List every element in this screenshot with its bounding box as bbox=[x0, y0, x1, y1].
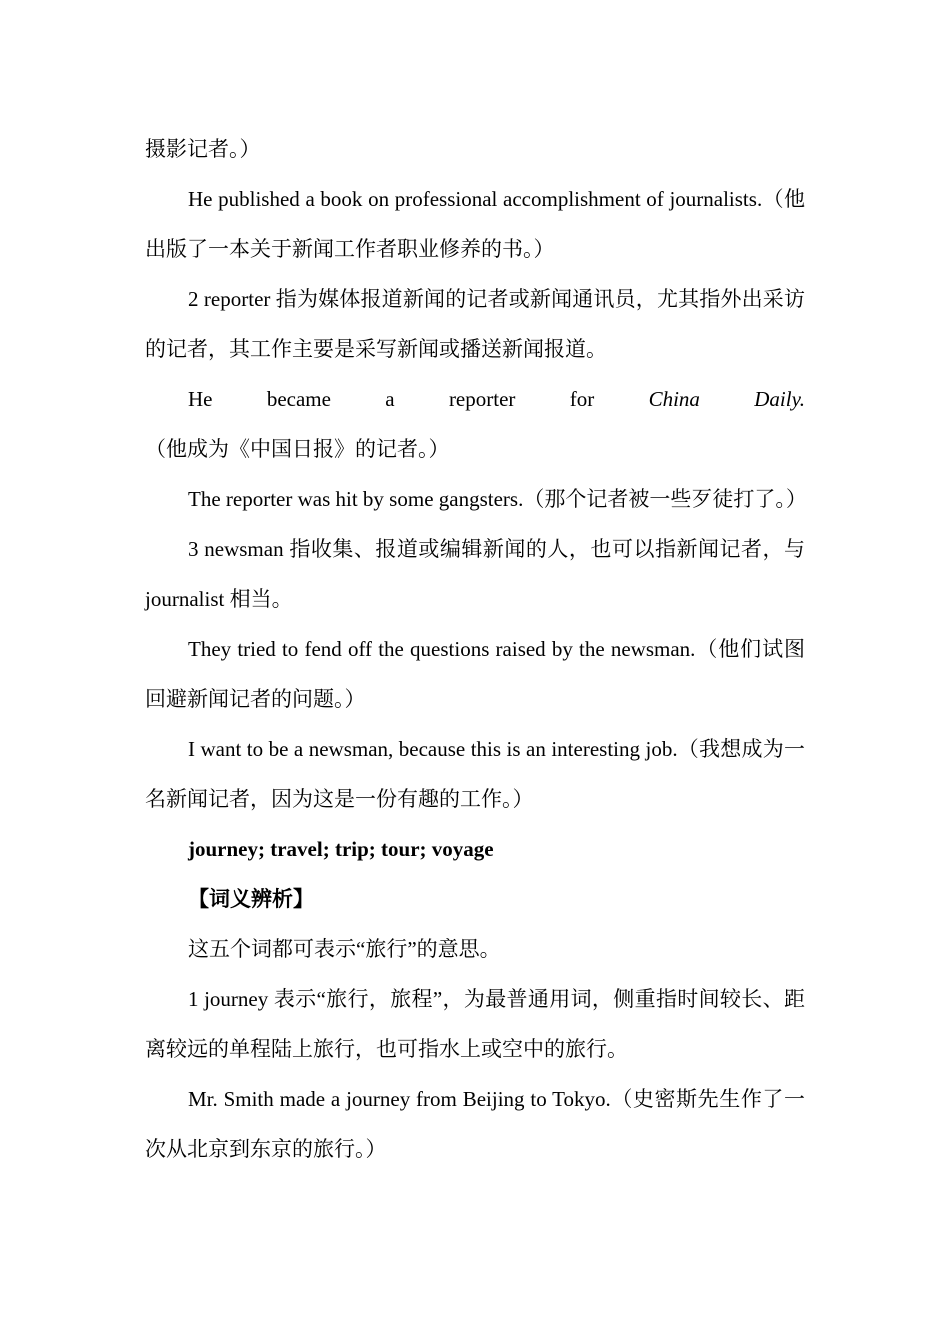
section-heading-words: journey; travel; trip; tour; voyage bbox=[188, 837, 494, 861]
definition-newsman: 3 newsman 指收集、报道或编辑新闻的人，也可以指新闻记者，与 journalist 相当。 bbox=[145, 537, 805, 611]
example-journalist: He published a book on professional accomplishment of journalists.（他出版了一本关于新闻工作者职业修养的书。） bbox=[145, 187, 805, 261]
example-text: He became a reporter for bbox=[188, 387, 649, 411]
paragraph-continuation: 摄影记者。） bbox=[145, 137, 261, 161]
example-newsman-2: I want to be a newsman, because this is an interesting job.（我想成为一名新闻记者，因为这是一份有趣的工作。） bbox=[145, 737, 805, 811]
example-reporter-1 bbox=[145, 374, 805, 474]
example-reporter-2: The reporter was hit by some gangsters.（那个记者被一些歹徒打了。） bbox=[188, 487, 807, 511]
example-translation: （他成为《中国日报》的记者。） bbox=[145, 437, 450, 461]
document-page bbox=[145, 124, 805, 1174]
definition-reporter: 2 reporter 指为媒体报道新闻的记者或新闻通讯员，尤其指外出采访的记者，其工作主要是采写新闻或播送新闻报道。 bbox=[145, 287, 805, 361]
definition-journey: 1 journey 表示“旅行，旅程”，为最普通用词，侧重指时间较长、距离较远的单程陆上旅行，也可指水上或空中的旅行。 bbox=[145, 987, 805, 1061]
intro-paragraph: 这五个词都可表示“旅行”的意思。 bbox=[188, 937, 501, 961]
example-newsman-1: They tried to fend off the questions raised by the newsman.（他们试图回避新闻记者的问题。） bbox=[145, 637, 805, 711]
example-journey: Mr. Smith made a journey from Beijing to Tokyo.（史密斯先生作了一次从北京到东京的旅行。） bbox=[145, 1087, 805, 1161]
section-label-discrimination: 【词义辨析】 bbox=[188, 887, 314, 911]
newspaper-title: China Daily. bbox=[648, 387, 805, 411]
